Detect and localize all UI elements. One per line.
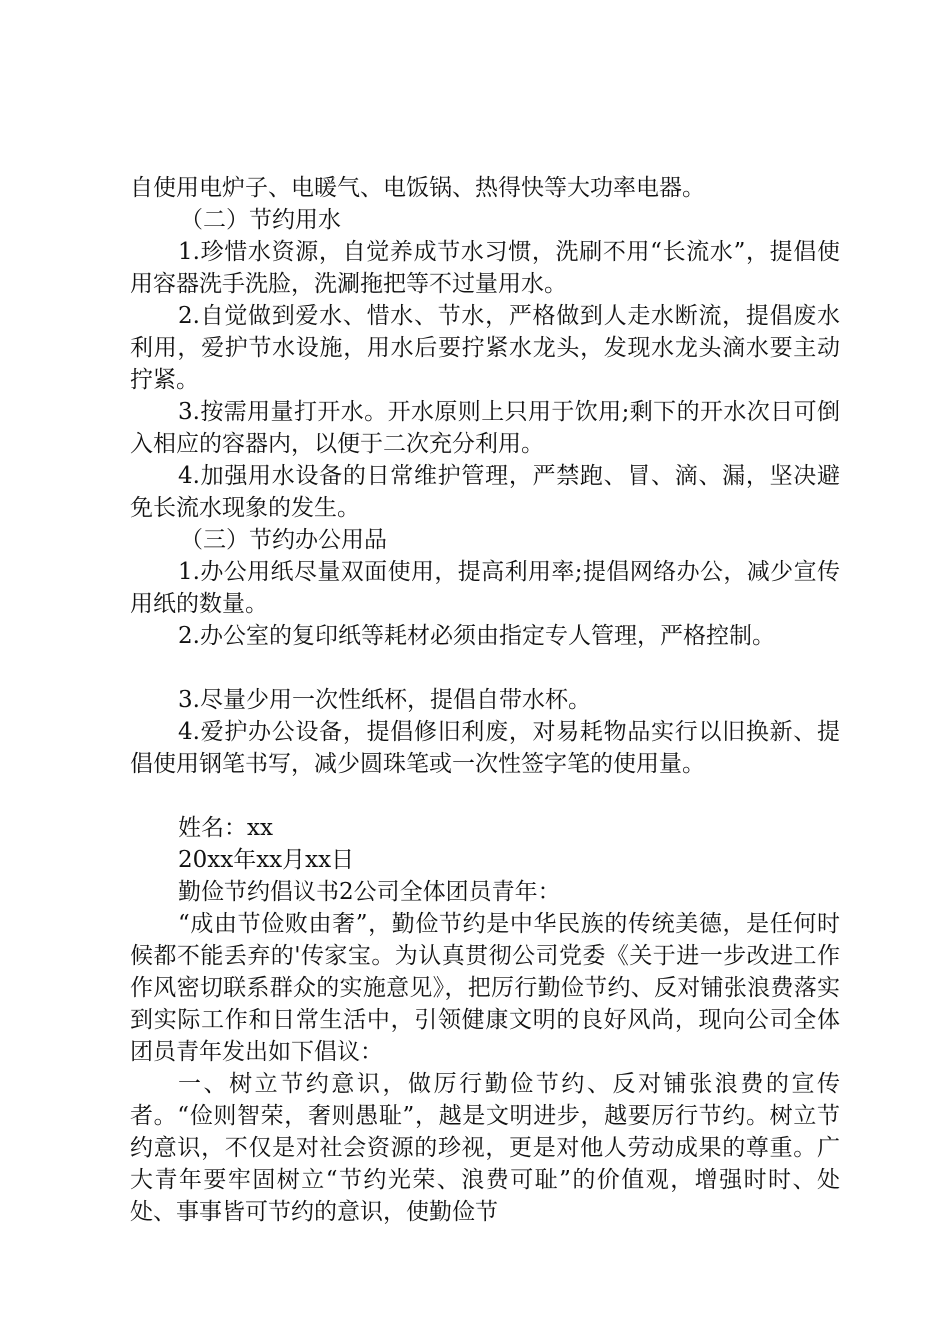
proposal-salutation: 勤俭节约倡议书2公司全体团员青年： [178,879,561,905]
paragraph-water-item-2: 2.自觉做到爱水、惜水、节水，严格做到人走水断流，提倡废水利用，爱护节水设施，用水后要拧紧水龙头，发现水龙头滴水要主动拧紧。 [130,303,840,393]
section-heading-save-water: （二）节约用水 [180,207,341,233]
section-heading-save-office-supplies: （三）节约办公用品 [180,527,387,553]
paragraph-water-item-1: 1.珍惜水资源，自觉养成节水习惯，洗刷不用“长流水”，提倡使用容器洗手洗脸，洗涮拖把等不过量用水。 [130,239,840,297]
paragraph-electric-appliances: 自使用电炉子、电暖气、电饭锅、热得快等大功率电器。 [130,175,705,201]
paragraph-office-item-3: 3.尽量少用一次性纸杯，提倡自带水杯。 [178,687,591,713]
paragraph-office-item-1: 1.办公用纸尽量双面使用，提高利用率;提倡网络办公，减少宣传用纸的数量。 [130,559,840,617]
signature-date: 20xx年xx月xx日 [178,847,355,873]
paragraph-proposal-point-1: 一、树立节约意识，做厉行勤俭节约、反对铺张浪费的宣传者。“俭则智荣，奢则愚耻”，越是文明进步，越要厉行节约。树立节约意识，不仅是对社会资源的珍视，更是对他人劳动成果的尊重。广大青年要牢固树立“节约光荣、浪费可耻”的价值观，增强时时、处处、事事皆可节约的意识，使勤俭节 [130,1071,840,1225]
document-body [130,172,840,1228]
paragraph-water-item-3: 3.按需用量打开水。开水原则上只用于饮用;剩下的开水次日可倒入相应的容器内，以便于二次充分利用。 [130,399,840,457]
paragraph-water-item-4: 4.加强用水设备的日常维护管理，严禁跑、冒、滴、漏，坚决避免长流水现象的发生。 [130,463,840,521]
paragraph-office-item-4: 4.爱护办公设备，提倡修旧利废，对易耗物品实行以旧换新、提倡使用钢笔书写，减少圆珠笔或一次性签字笔的使用量。 [130,719,840,777]
paragraph-office-item-2: 2.办公室的复印纸等耗材必须由指定专人管理，严格控制。 [178,623,775,649]
signature-name: 姓名：xx [178,815,273,841]
paragraph-proposal-intro: “成由节俭败由奢”，勤俭节约是中华民族的传统美德，是任何时候都不能丢弃的'传家宝。为认真贯彻公司党委《关于进一步改进工作作风密切联系群众的实施意见》，把厉行勤俭节约、反对铺张浪费落实到实际工作和日常生活中，引领健康文明的良好风尚，现向公司全体团员青年发出如下倡议： [130,911,840,1065]
